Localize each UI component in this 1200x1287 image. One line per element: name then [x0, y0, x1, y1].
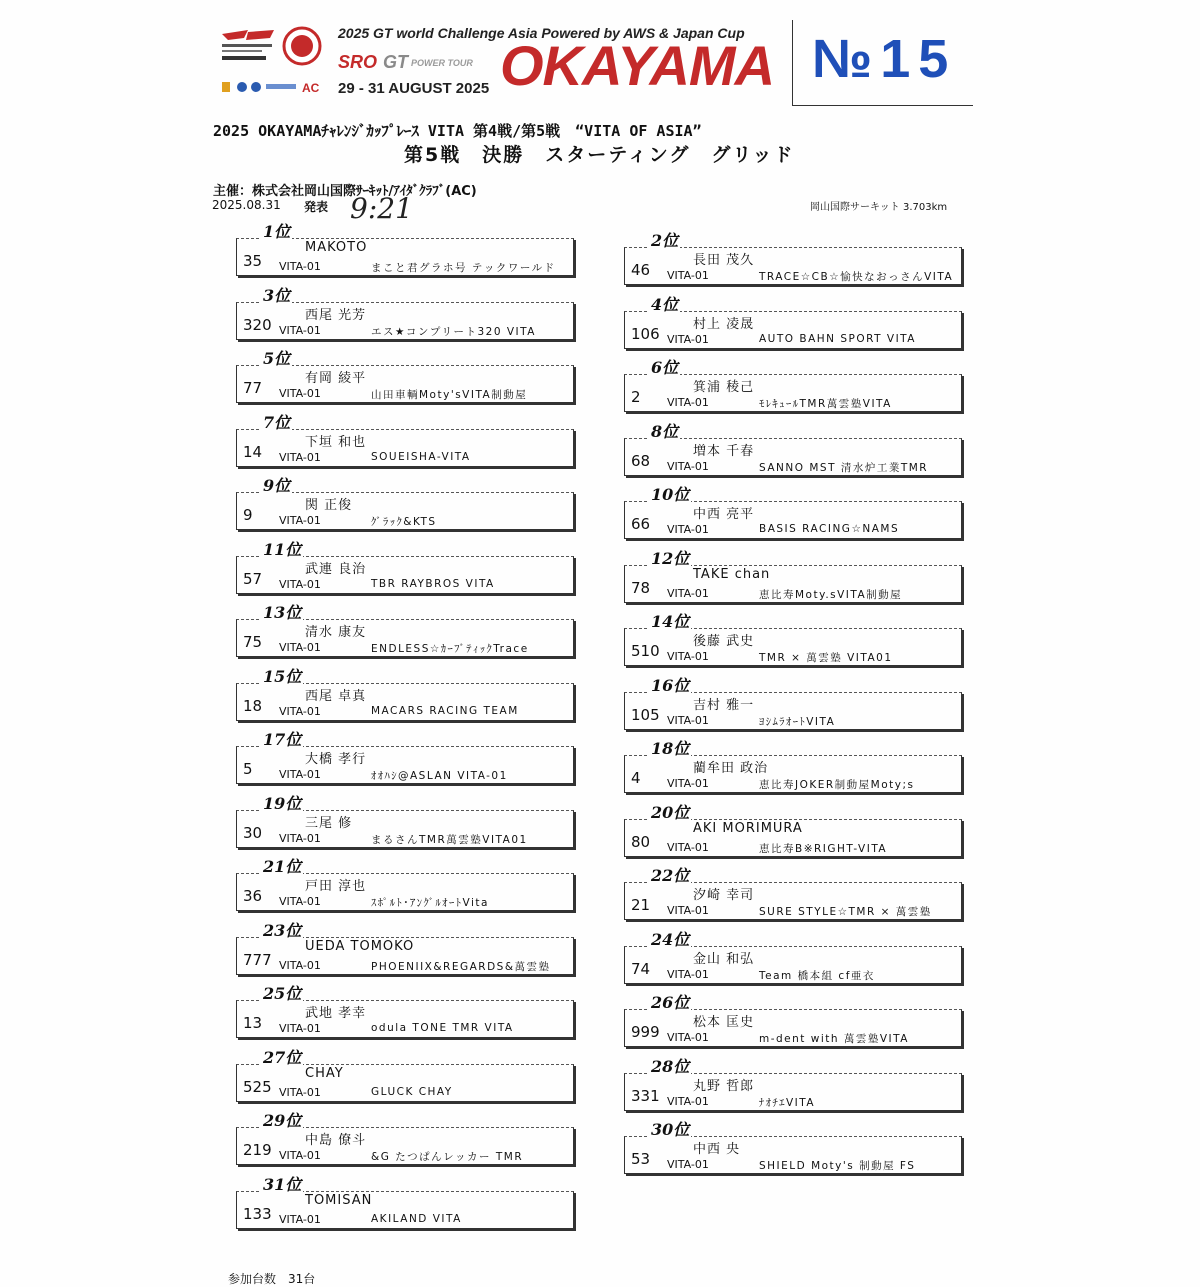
driver-name: 戸田 淳也 [305, 879, 367, 894]
grid-entry [624, 485, 962, 539]
car-model: VITA-01 [279, 958, 321, 972]
team-name: ﾖｼﾑﾗｵｰﾄVITA [759, 715, 836, 728]
car-number: 30 [243, 823, 263, 842]
car-model: VITA-01 [279, 895, 321, 908]
car-model: VITA-01 [667, 713, 709, 727]
grid-position: 26位 [649, 990, 691, 1013]
team-name: BASIS RACING☆NAMS [759, 523, 900, 535]
car-number: 74 [631, 959, 651, 978]
grid-entry [236, 1174, 574, 1229]
team-name: ｽﾎﾟﾙﾄ･ｱﾝｸﾞﾙｵｰﾄVita [371, 897, 489, 909]
grid-position: 30位 [649, 1117, 691, 1140]
car-number: 525 [243, 1077, 272, 1096]
car-number: 13 [243, 1014, 263, 1032]
car-model: VITA-01 [667, 523, 709, 536]
document-number: №15 [812, 29, 957, 89]
team-name: TRACE☆CB☆愉快なおっさんVITA [759, 271, 954, 283]
team-name: ENDLESS☆ｶｰﾌﾞﾃｨｯｸTrace [371, 643, 529, 655]
car-number: 999 [631, 1023, 660, 1041]
team-name: ﾓﾚｷｭｰﾙTMR萬雲塾VITA [759, 398, 892, 410]
car-number: 66 [631, 515, 651, 533]
car-number: 46 [631, 261, 651, 279]
gt-world-challenge-logo [218, 24, 330, 102]
car-number: 106 [631, 324, 660, 343]
car-model: VITA-01 [279, 641, 321, 654]
driver-name: 武地 孝幸 [305, 1006, 367, 1021]
grid-entry [236, 603, 574, 657]
grid-entry [624, 993, 962, 1047]
grid-position: 27位 [261, 1045, 303, 1068]
event-logos [218, 24, 330, 102]
driver-name: 武連 良治 [305, 561, 367, 577]
driver-name: 中西 亮平 [693, 507, 755, 522]
team-name: 恵比寿B※RIGHT-VITA [759, 842, 888, 855]
publish-date: 2025.08.31 [212, 198, 281, 212]
car-number: 777 [243, 950, 272, 969]
publish-time: 9:21 [350, 192, 413, 225]
svg-text:AC: AC [302, 81, 320, 95]
grid-position: 11位 [261, 537, 303, 560]
driver-name: 箕浦 稜己 [693, 380, 755, 395]
circuit-info: 岡山国際サーキット 3.703km [810, 202, 948, 213]
grid-entry [236, 1111, 574, 1165]
team-name: &G たつぱんレッカー TMR [371, 1151, 524, 1163]
driver-name: MAKOTO [305, 240, 368, 255]
grid-position: 12位 [649, 546, 691, 569]
grid-entry [624, 802, 962, 857]
car-model: VITA-01 [279, 704, 321, 718]
car-model: VITA-01 [667, 1094, 709, 1108]
driver-name: 大橋 孝行 [305, 752, 367, 767]
grid-position: 31位 [261, 1172, 303, 1195]
grid-position: 10位 [649, 482, 691, 505]
team-name: ｸﾞﾗｯｸ&KTS [371, 516, 437, 528]
grid-entry [236, 793, 574, 848]
driver-name: CHAY [305, 1065, 344, 1081]
grid-position: 25位 [261, 981, 303, 1004]
car-number: 68 [631, 451, 651, 470]
car-model: VITA-01 [667, 777, 709, 790]
car-model: VITA-01 [667, 650, 709, 663]
grid-position: 8位 [649, 419, 680, 442]
grid-position: 3位 [261, 283, 292, 306]
car-number: 57 [243, 569, 263, 588]
grid-entry [236, 666, 574, 721]
car-number: 2 [631, 388, 641, 406]
grid-entry [236, 476, 574, 530]
driver-name: AKI MORIMURA [693, 820, 803, 836]
car-model: VITA-01 [667, 1031, 709, 1044]
grid-position: 19位 [261, 791, 303, 814]
grid-entry [624, 675, 962, 730]
venue-name: OKAYAMA [500, 34, 775, 97]
car-number: 331 [631, 1086, 660, 1105]
car-model: VITA-01 [667, 1158, 709, 1171]
driver-name: 藺牟田 政治 [693, 761, 769, 776]
car-number: 320 [243, 315, 272, 334]
car-number: 9 [243, 506, 253, 524]
event-name: 2025 GT world Challenge Asia Powered by AWS & Japan Cup [338, 25, 745, 41]
grid-entry [236, 349, 574, 403]
car-number: 5 [243, 760, 253, 778]
team-name: 恵比寿Moty.sVITA制動屋 [759, 588, 903, 601]
team-name: TMR × 萬雲塾 VITA01 [759, 652, 893, 664]
car-model: VITA-01 [667, 269, 709, 282]
grid-entry [624, 612, 962, 666]
car-model: VITA-01 [279, 1085, 321, 1099]
grid-position: 22位 [649, 863, 691, 886]
team-name: AKILAND VITA [371, 1212, 462, 1225]
car-model: VITA-01 [279, 1022, 321, 1035]
team-name: MACARS RACING TEAM [371, 704, 519, 717]
car-model: VITA-01 [279, 450, 321, 464]
entries-count: 参加台数 31台 [228, 1272, 316, 1286]
car-number: 21 [631, 896, 651, 914]
grid-entry [624, 1120, 962, 1174]
grid-position: 4位 [649, 292, 680, 315]
grid-entry [624, 929, 962, 984]
car-model: VITA-01 [279, 387, 321, 400]
grid-entry [236, 1047, 574, 1102]
car-model: VITA-01 [279, 514, 321, 527]
grid-position: 29位 [261, 1108, 303, 1131]
driver-name: UEDA TOMOKO [305, 938, 415, 954]
grid-entry [624, 1056, 962, 1111]
driver-name: 清水 康友 [305, 625, 367, 640]
grid-position: 5位 [261, 346, 292, 369]
car-model: VITA-01 [279, 577, 321, 591]
grid-entry [236, 222, 574, 276]
car-number: 35 [243, 252, 263, 270]
team-name: ﾅｵﾁｴVITA [759, 1096, 816, 1109]
grid-position: 17位 [261, 727, 303, 750]
team-name: ｵｵﾊｼ@ASLAN VITA-01 [371, 770, 508, 782]
car-number: 14 [243, 442, 263, 461]
organizer: 主催：株式会社岡山国際ｻｰｷｯﾄ/ｱｲﾀﾞｸﾗﾌﾞ(AC) [213, 184, 477, 199]
team-name: TBR RAYBROS VITA [371, 577, 495, 590]
grid-position: 16位 [649, 673, 691, 696]
grid-position: 23位 [261, 918, 303, 941]
car-number: 36 [243, 887, 263, 905]
driver-name: TOMISAN [305, 1192, 373, 1208]
grid-entry [236, 285, 574, 340]
grid-position: 28位 [649, 1054, 691, 1077]
grid-entry [624, 739, 962, 793]
team-name: SANNO MST 清水炉工業TMR [759, 461, 929, 474]
driver-name: 中西 央 [693, 1142, 741, 1157]
grid-position: 21位 [261, 854, 303, 877]
race-title: 2025 OKAYAMAﾁｬﾚﾝｼﾞｶｯﾌﾟﾚｰｽ VITA 第4戦/第5戦 “VITA OF ASIA” [213, 122, 702, 140]
driver-name: 松本 匡史 [693, 1015, 755, 1030]
grid-entry [236, 984, 574, 1038]
car-model: VITA-01 [667, 840, 709, 854]
grid-entry [236, 857, 574, 911]
car-model: VITA-01 [667, 967, 709, 981]
grid-title: 第5戦 決勝 スターティング グリッド [404, 144, 795, 166]
sro-gt-power-tour-logo: SRO GT POWER TOUR [338, 52, 473, 72]
team-name: SURE STYLE☆TMR × 萬雲塾 [759, 906, 932, 918]
event-dates: 29 - 31 AUGUST 2025 [338, 80, 490, 97]
car-number: 77 [243, 379, 263, 397]
driver-name: 中島 僚斗 [305, 1133, 367, 1148]
driver-name: 長田 茂久 [693, 253, 755, 268]
driver-name: 西尾 光芳 [305, 307, 367, 323]
car-model: VITA-01 [667, 332, 709, 346]
team-name: まこと君グラホ号 テックワールド [371, 262, 556, 274]
car-number: 53 [631, 1150, 651, 1168]
car-model: VITA-01 [667, 459, 709, 473]
car-model: VITA-01 [279, 831, 321, 845]
grid-entry [236, 412, 574, 467]
grid-entry [624, 294, 962, 349]
grid-entry [624, 231, 962, 285]
car-model: VITA-01 [279, 1149, 321, 1162]
driver-name: 三尾 修 [305, 815, 353, 831]
car-number: 219 [243, 1141, 272, 1159]
team-name: AUTO BAHN SPORT VITA [759, 332, 916, 345]
car-number: 133 [243, 1204, 272, 1223]
grid-position: 13位 [261, 600, 303, 623]
grid-position: 6位 [649, 355, 680, 378]
driver-name: 下垣 和也 [305, 434, 367, 450]
car-number: 80 [631, 832, 651, 851]
driver-name: 後藤 武史 [693, 634, 755, 649]
grid-entry [236, 539, 574, 594]
car-number: 4 [631, 769, 641, 787]
car-model: VITA-01 [279, 768, 321, 781]
car-model: VITA-01 [279, 323, 321, 337]
grid-position: 9位 [261, 473, 292, 496]
grid-position: 15位 [261, 664, 303, 687]
grid-position: 7位 [261, 410, 292, 433]
driver-name: 増本 千春 [693, 443, 755, 459]
driver-name: 丸野 哲郎 [693, 1078, 755, 1094]
team-name: まるさんTMR萬雲塾VITA01 [371, 833, 528, 846]
car-model: VITA-01 [279, 1212, 321, 1226]
driver-name: 金山 和弘 [693, 951, 755, 967]
car-model: VITA-01 [667, 396, 709, 409]
car-model: VITA-01 [279, 260, 321, 273]
team-name: Team 橋本組 cf亜衣 [759, 969, 875, 982]
driver-name: 西尾 卓真 [305, 688, 367, 704]
grid-entry [624, 421, 962, 476]
grid-entry [624, 358, 962, 412]
grid-entry [624, 866, 962, 920]
publish-label: 発表 [304, 200, 329, 214]
grid-entry [236, 920, 574, 975]
team-name: 山田車輌Moty'sVITA制動屋 [371, 389, 528, 401]
team-name: 恵比寿JOKER制動屋Moty;s [759, 779, 915, 791]
grid-position: 14位 [649, 609, 691, 632]
team-name: m-dent with 萬雲塾VITA [759, 1033, 909, 1045]
team-name: SHIELD Moty's 制動屋 FS [759, 1160, 916, 1172]
car-number: 105 [631, 705, 660, 724]
grid-entry [236, 730, 574, 784]
grid-position: 18位 [649, 736, 691, 759]
car-number: 78 [631, 578, 651, 597]
team-name: odula TONE TMR VITA [371, 1022, 514, 1034]
grid-position: 2位 [649, 228, 680, 251]
grid-position: 1位 [261, 219, 292, 242]
car-number: 18 [243, 696, 263, 715]
car-number: 75 [243, 633, 263, 651]
car-model: VITA-01 [667, 904, 709, 917]
team-name: エス★コンプリート320 VITA [371, 325, 536, 338]
team-name: SOUEISHA-VITA [371, 450, 471, 463]
team-name: GLUCK CHAY [371, 1085, 453, 1098]
driver-name: 関 正俊 [305, 498, 353, 513]
driver-name: TAKE chan [693, 566, 771, 582]
driver-name: 吉村 雅一 [693, 697, 755, 713]
grid-position: 24位 [649, 927, 691, 950]
driver-name: 村上 凌晟 [693, 316, 755, 332]
grid-position: 20位 [649, 800, 691, 823]
grid-entry [624, 548, 962, 603]
driver-name: 有岡 綾平 [305, 371, 367, 386]
team-name: PHOENIIX&REGARDS&萬雲塾 [371, 960, 551, 973]
car-model: VITA-01 [667, 586, 709, 600]
car-number: 510 [631, 642, 660, 660]
driver-name: 汐崎 幸司 [693, 888, 755, 903]
